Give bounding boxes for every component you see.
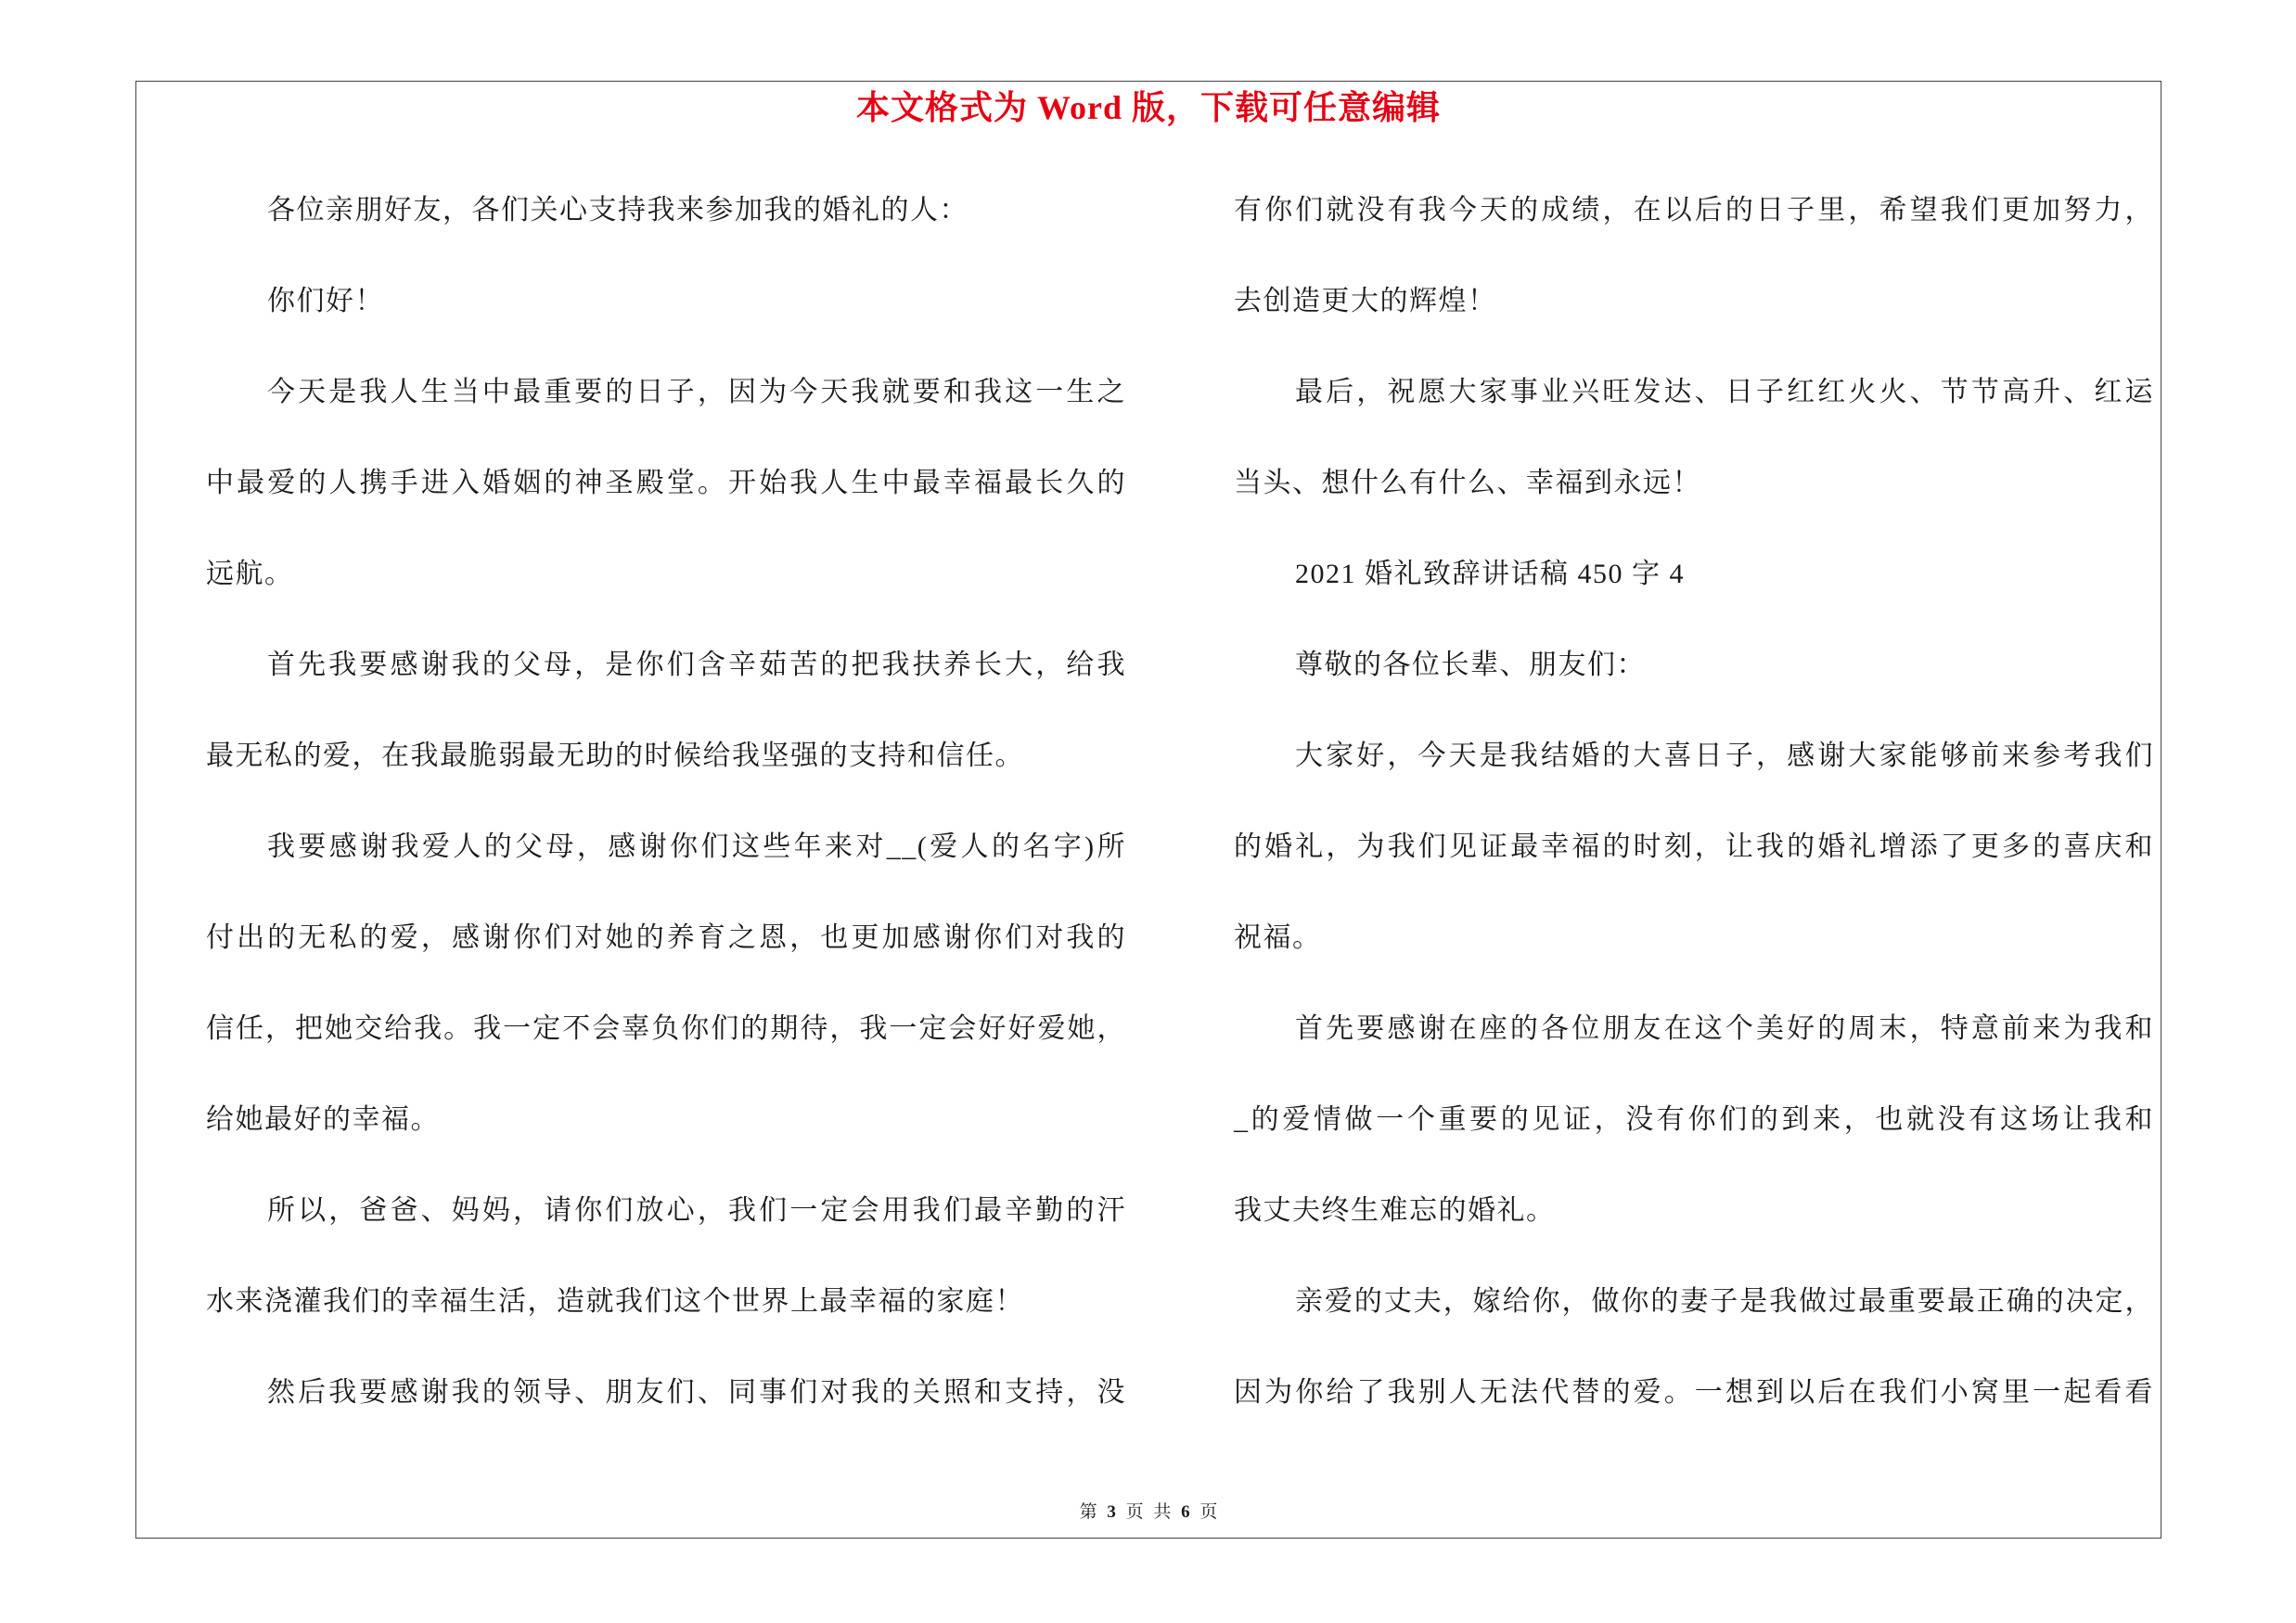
page-prefix: 第 <box>1079 1502 1097 1522</box>
format-notice: 本文格式为 Word 版，下载可任意编辑 <box>855 89 1441 126</box>
text-line: 所以，爸爸、妈妈，请你们放心，我们一定会用我们最辛勤的汗 <box>267 1195 1126 1226</box>
paragraph <box>206 347 1126 620</box>
page-total: 6 <box>1181 1502 1190 1522</box>
paragraph <box>206 620 1126 802</box>
paragraph <box>206 256 1126 347</box>
text-line: 水来浇灌我们的幸福生活，造就我们这个世界上最幸福的家庭！ <box>206 1286 1024 1317</box>
text-line: _的爱情做一个重要的见证，没有你们的到来，也就没有这场让我和 <box>1234 1104 2154 1135</box>
section-heading <box>1234 529 2154 620</box>
text-line: 2021 婚礼致辞讲话稿 450 字 4 <box>1295 559 1685 589</box>
paragraph <box>1234 1256 2154 1438</box>
text-line: 我丈夫终生难忘的婚礼。 <box>1234 1195 1556 1226</box>
text-line: 的婚礼，为我们见证最幸福的时刻，让我的婚礼增添了更多的喜庆和 <box>1234 831 2154 862</box>
left-column <box>206 165 1126 1438</box>
text-line: 付出的无私的爱，感谢你们对她的养育之恩，也更加感谢你们对我的 <box>206 922 1126 953</box>
paragraph <box>206 1347 1126 1438</box>
text-line: 给她最好的幸福。 <box>206 1104 440 1135</box>
paragraph <box>206 802 1126 1166</box>
text-line: 远航。 <box>206 559 294 589</box>
page-number: 3 <box>1107 1502 1116 1522</box>
text-line: 信任，把她交给我。我一定不会辜负你们的期待，我一定会好好爱她， <box>206 1013 1126 1044</box>
paragraph <box>1234 620 2154 711</box>
paragraph <box>1234 711 2154 984</box>
paragraph <box>1234 165 2154 347</box>
text-line: 亲爱的丈夫，嫁给你，做你的妻子是我做过最重要最正确的决定， <box>1295 1286 2154 1317</box>
paragraph <box>1234 347 2154 529</box>
paragraph <box>1234 984 2154 1256</box>
text-line: 最无私的爱，在我最脆弱最无助的时候给我坚强的支持和信任。 <box>206 741 1024 771</box>
text-line: 我要感谢我爱人的父母，感谢你们这些年来对__(爱人的名字)所 <box>267 831 1126 862</box>
text-line: 有你们就没有我今天的成绩，在以后的日子里，希望我们更加努力， <box>1234 195 2154 225</box>
text-line: 当头、想什么有什么、幸福到永远！ <box>1234 468 1701 498</box>
text-line: 因为你给了我别人无法代替的爱。一想到以后在我们小窝里一起看看 <box>1234 1377 2154 1408</box>
text-line: 首先要感谢在座的各位朋友在这个美好的周末，特意前来为我和 <box>1295 1013 2154 1044</box>
text-line: 大家好，今天是我结婚的大喜日子，感谢大家能够前来参考我们 <box>1295 741 2154 771</box>
text-line: 尊敬的各位长辈、朋友们： <box>1295 650 1646 680</box>
text-line: 去创造更大的辉煌！ <box>1234 286 1497 316</box>
text-line: 然后我要感谢我的领导、朋友们、同事们对我的关照和支持，没 <box>267 1377 1126 1408</box>
text-line: 你们好！ <box>267 286 384 316</box>
paragraph <box>206 165 1126 256</box>
text-line: 今天是我人生当中最重要的日子，因为今天我就要和我这一生之 <box>267 377 1126 407</box>
paragraph <box>206 1166 1126 1347</box>
text-line: 祝福。 <box>1234 922 1322 953</box>
page-footer <box>135 1500 2161 1526</box>
text-line: 最后，祝愿大家事业兴旺发达、日子红红火火、节节高升、红运 <box>1295 377 2154 407</box>
page-middle: 页 共 <box>1125 1502 1172 1522</box>
text-line: 中最爱的人携手进入婚姻的神圣殿堂。开始我人生中最幸福最长久的 <box>206 468 1126 498</box>
text-line: 各位亲朋好友，各们关心支持我来参加我的婚礼的人： <box>267 195 968 225</box>
text-line: 首先我要感谢我的父母，是你们含辛茹苦的把我扶养长大，给我 <box>267 650 1126 680</box>
right-column <box>1234 165 2154 1438</box>
page-suffix: 页 <box>1199 1502 1218 1522</box>
